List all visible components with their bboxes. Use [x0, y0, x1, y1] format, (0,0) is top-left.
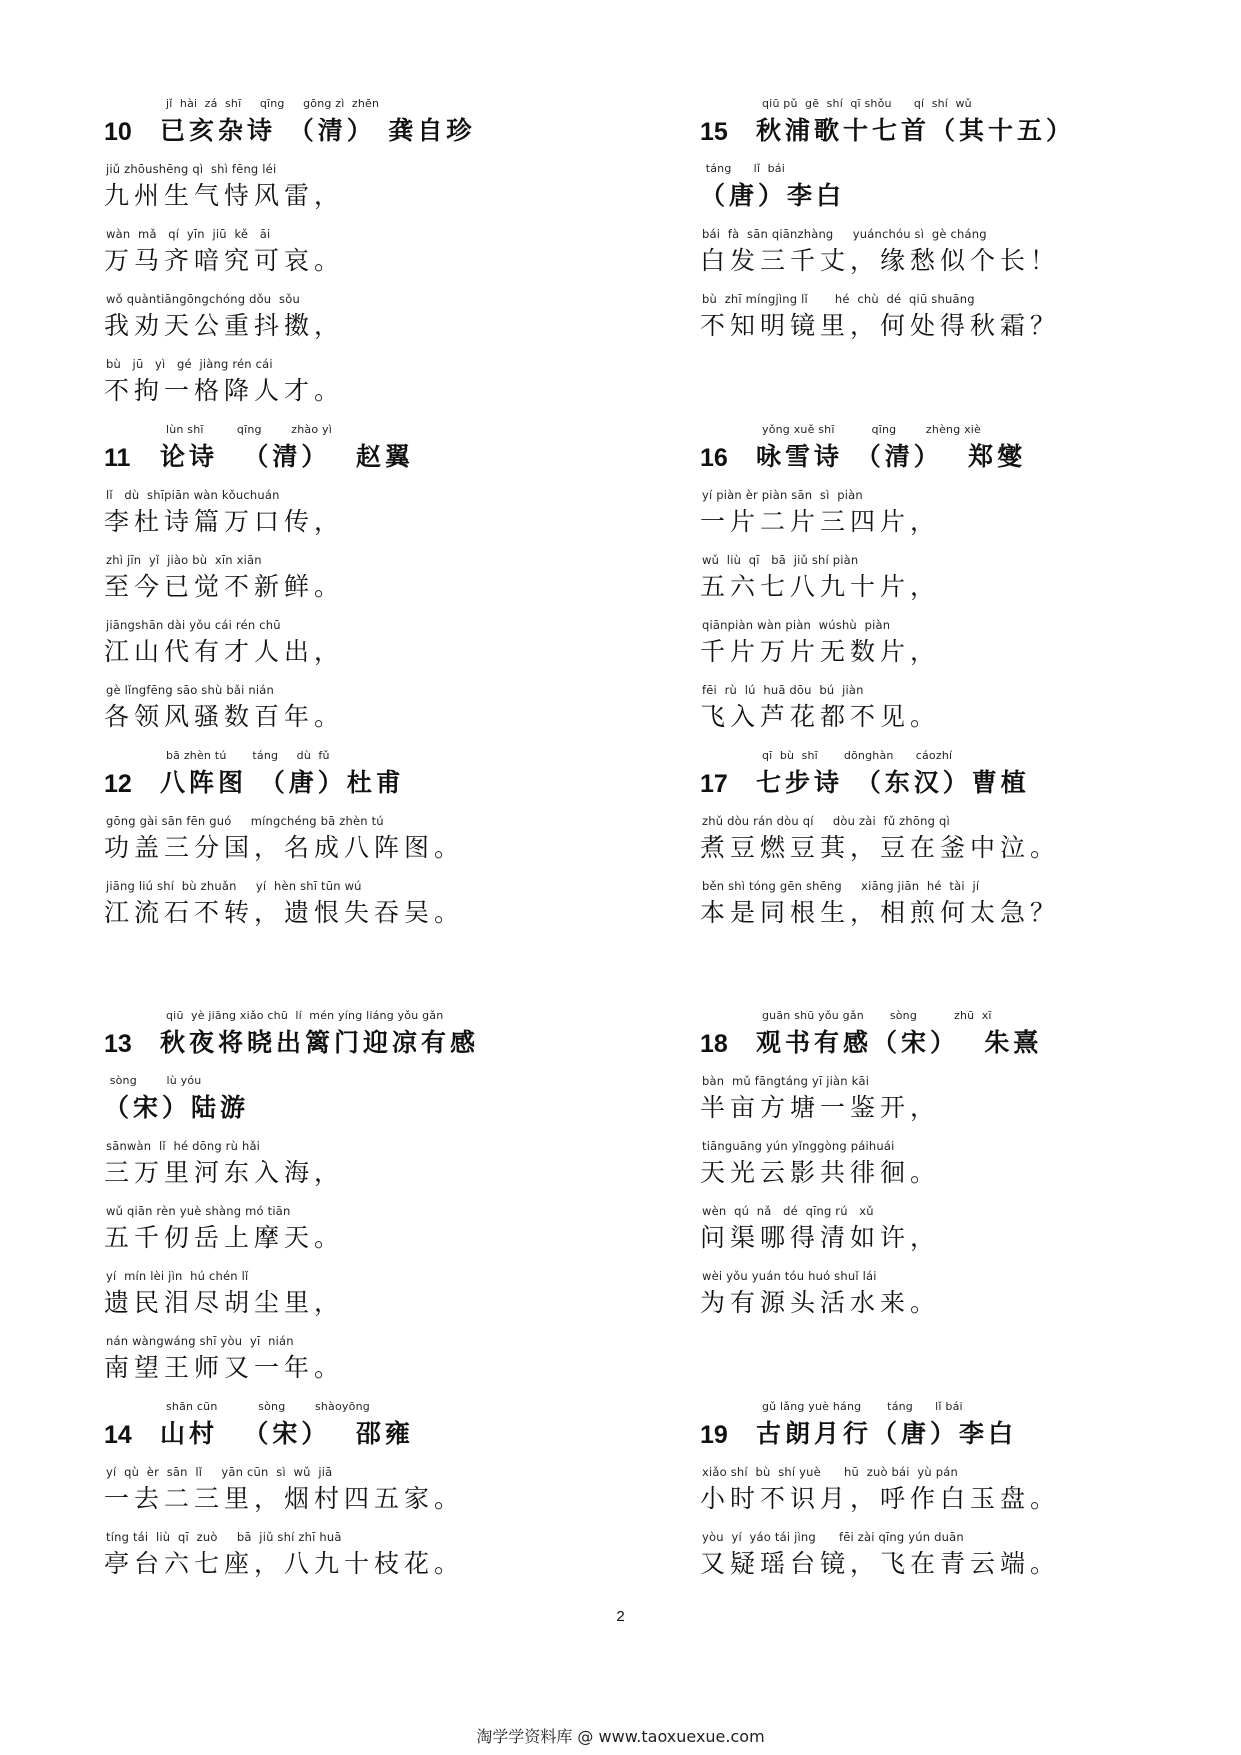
line-pinyin: gōng gài sān fēn guó míngchéng bā zhèn tú — [106, 814, 384, 828]
title-pinyin: guān shū yǒu gǎn sòng zhū xī — [762, 1009, 992, 1022]
line-text: 万马齐喑究可哀。 — [104, 246, 345, 275]
line-text: 为有源头活水来。 — [700, 1288, 941, 1317]
line-pinyin: yòu yí yáo tái jìng fēi zài qīng yún duān — [702, 1530, 964, 1544]
poem-18 — [700, 1008, 1140, 1333]
line-pinyin: běn shì tóng gēn shēng xiāng jiān hé tài jí — [702, 879, 980, 893]
poem-line — [104, 1464, 544, 1529]
line-text: 不知明镜里，何处得秋霜？ — [700, 311, 1061, 340]
line-pinyin: xiǎo shí bù shí yuè hū zuò bái yù pán — [702, 1465, 959, 1479]
poem-line — [104, 813, 544, 878]
line-pinyin: yí mín lèi jìn hú chén lǐ — [106, 1269, 249, 1283]
poem-title — [104, 96, 544, 161]
line-text: 半亩方塘一鉴开， — [700, 1093, 941, 1122]
poem-11 — [104, 422, 544, 747]
line-text: 白发三千丈，缘愁似个长！ — [700, 246, 1061, 275]
line-text: 一片二片三四片， — [700, 507, 941, 536]
poem-line — [700, 1138, 1140, 1203]
line-text: 三万里河东入海， — [104, 1158, 345, 1187]
line-pinyin: tiānguāng yún yǐnggòng páihuái — [702, 1139, 895, 1153]
page-number: 2 — [616, 1608, 625, 1625]
title-text: 八阵图 （唐）杜甫 — [160, 768, 405, 797]
poem-number: 14 — [104, 1421, 132, 1449]
poem-line — [104, 878, 544, 943]
line-text: 亭台六七座，八九十枝花。 — [104, 1549, 465, 1578]
poem-title — [700, 422, 1140, 487]
line-pinyin: wǔ liù qī bā jiǔ shí piàn — [702, 553, 859, 567]
line-text: 五千仞岳上摩天。 — [104, 1223, 345, 1252]
poem-number: 13 — [104, 1030, 132, 1058]
line-pinyin: wǔ qiān rèn yuè shàng mó tiān — [106, 1204, 291, 1218]
poem-line — [104, 161, 544, 226]
line-text: 我劝天公重抖擞， — [104, 311, 345, 340]
line-text: 九州生气恃风雷， — [104, 181, 345, 210]
poem-line — [104, 1529, 544, 1594]
author-text: （宋）陆游 — [104, 1093, 250, 1122]
poem-number: 19 — [700, 1421, 728, 1449]
poem-author — [700, 161, 1140, 226]
poem-line — [700, 1529, 1140, 1594]
poem-line — [104, 1138, 544, 1203]
poem-line — [700, 1268, 1140, 1333]
poem-title — [104, 1008, 544, 1073]
poem-title — [104, 748, 544, 813]
poem-line — [700, 813, 1140, 878]
poem-line — [700, 1073, 1140, 1138]
line-pinyin: bàn mǔ fāngtáng yī jiàn kāi — [702, 1074, 870, 1088]
line-text: 至今已觉不新鲜。 — [104, 572, 345, 601]
line-pinyin: bái fà sān qiānzhàng yuánchóu sì gè cháng — [702, 227, 987, 241]
title-text: 咏雪诗 （清） 郑燮 — [756, 442, 1027, 471]
poem-10 — [104, 96, 544, 421]
poem-title — [700, 748, 1140, 813]
line-text: 遗民泪尽胡尘里， — [104, 1288, 345, 1317]
poem-line — [104, 1268, 544, 1333]
title-pinyin: jǐ hài zá shī qīng gōng zì zhēn — [166, 97, 380, 110]
title-pinyin: bā zhèn tú táng dù fǔ — [166, 749, 330, 762]
title-text: 论诗 （清） 赵翼 — [160, 442, 414, 471]
poem-title — [104, 422, 544, 487]
author-pinyin: táng lǐ bái — [702, 162, 785, 175]
poem-number: 11 — [104, 444, 131, 472]
line-pinyin: wèn qú nǎ dé qīng rú xǔ — [702, 1204, 874, 1218]
title-pinyin: gǔ lǎng yuè háng táng lǐ bái — [762, 1400, 963, 1413]
line-text: 功盖三分国，名成八阵图。 — [104, 833, 465, 862]
poem-19 — [700, 1399, 1140, 1594]
poem-line — [104, 1203, 544, 1268]
line-text: 南望王师又一年。 — [104, 1353, 345, 1382]
poem-line — [104, 487, 544, 552]
poem-number: 10 — [104, 118, 132, 146]
poem-13 — [104, 1008, 544, 1398]
poem-line — [700, 878, 1140, 943]
footer-watermark: 淘学学资料库 @ www.taoxuexue.com — [476, 1727, 765, 1746]
title-text: 秋浦歌十七首（其十五） — [756, 116, 1076, 145]
line-text: 李杜诗篇万口传， — [104, 507, 345, 536]
poem-line — [700, 552, 1140, 617]
poem-number: 17 — [700, 770, 728, 798]
line-pinyin: qiānpiàn wàn piàn wúshù piàn — [702, 618, 891, 632]
line-pinyin: yí qù èr sān lǐ yān cūn sì wǔ jiā — [106, 1465, 333, 1479]
line-pinyin: zhǔ dòu rán dòu qí dòu zài fǔ zhōng qì — [702, 814, 950, 828]
poem-line — [104, 552, 544, 617]
poem-number: 15 — [700, 118, 728, 146]
line-text: 各领风骚数百年。 — [104, 702, 345, 731]
line-text: 江流石不转，遗恨失吞吴。 — [104, 898, 465, 927]
poem-line — [700, 487, 1140, 552]
line-pinyin: zhì jīn yǐ jiào bù xīn xiān — [106, 553, 262, 567]
poem-title — [700, 1008, 1140, 1073]
line-text: 煮豆燃豆萁，豆在釜中泣。 — [700, 833, 1061, 862]
author-text: （唐）李白 — [700, 181, 846, 210]
line-pinyin: sānwàn lǐ hé dōng rù hǎi — [106, 1139, 261, 1153]
line-text: 本是同根生，相煎何太急？ — [700, 898, 1061, 927]
line-text: 千片万片无数片， — [700, 637, 941, 666]
line-text: 不拘一格降人才。 — [104, 376, 345, 405]
line-pinyin: yí piàn èr piàn sān sì piàn — [702, 488, 863, 502]
title-text: 观书有感（宋） 朱熹 — [756, 1028, 1043, 1057]
poem-line — [104, 682, 544, 747]
poem-title — [104, 1399, 544, 1464]
line-pinyin: jiǔ zhōushēng qì shì fēng léi — [106, 162, 277, 176]
poem-line — [700, 682, 1140, 747]
poem-author — [104, 1073, 544, 1138]
line-pinyin: wàn mǎ qí yīn jiū kě āi — [106, 227, 271, 241]
poem-15 — [700, 96, 1140, 356]
line-text: 飞入芦花都不见。 — [700, 702, 941, 731]
poem-number: 16 — [700, 444, 728, 472]
line-text: 天光云影共徘徊。 — [700, 1158, 941, 1187]
title-pinyin: qiū yè jiāng xiǎo chū lí mén yíng liáng yǒu gǎn — [166, 1009, 444, 1022]
line-pinyin: bù jū yì gé jiàng rén cái — [106, 357, 273, 371]
title-pinyin: shān cūn sòng shàoyōng — [166, 1400, 370, 1413]
poem-line — [700, 291, 1140, 356]
title-text: 山村 （宋） 邵雍 — [160, 1419, 414, 1448]
line-pinyin: wǒ quàntiāngōngchóng dǒu sǒu — [106, 292, 300, 306]
line-text: 问渠哪得清如许， — [700, 1223, 941, 1252]
title-text: 古朗月行（唐）李白 — [756, 1419, 1018, 1448]
line-text: 一去二三里，烟村四五家。 — [104, 1484, 465, 1513]
poem-line — [104, 291, 544, 356]
line-pinyin: lǐ dù shīpiān wàn kǒuchuán — [106, 488, 280, 502]
line-text: 五六七八九十片， — [700, 572, 941, 601]
poem-number: 18 — [700, 1030, 728, 1058]
title-text: 已亥杂诗 （清） 龚自珍 — [160, 116, 476, 145]
poem-16 — [700, 422, 1140, 747]
poem-12 — [104, 748, 544, 943]
poem-14 — [104, 1399, 544, 1594]
line-pinyin: wèi yǒu yuán tóu huó shuǐ lái — [702, 1269, 877, 1283]
title-text: 七步诗 （东汉）曹植 — [756, 768, 1030, 797]
poem-title — [700, 1399, 1140, 1464]
poem-line — [104, 617, 544, 682]
line-pinyin: gè lǐngfēng sāo shù bǎi nián — [106, 683, 274, 697]
poem-number: 12 — [104, 770, 132, 798]
poem-line — [104, 226, 544, 291]
poem-line — [700, 1203, 1140, 1268]
poem-line — [700, 1464, 1140, 1529]
poem-line — [700, 617, 1140, 682]
line-text: 江山代有才人出， — [104, 637, 345, 666]
line-text: 又疑瑶台镜，飞在青云端。 — [700, 1549, 1061, 1578]
poem-line — [104, 1333, 544, 1398]
line-pinyin: fēi rù lú huā dōu bú jiàn — [702, 683, 864, 697]
title-pinyin: qī bù shī dōnghàn cáozhí — [762, 749, 953, 762]
author-pinyin: sòng lù yóu — [106, 1074, 202, 1087]
poem-line — [700, 226, 1140, 291]
poem-title — [700, 96, 1140, 161]
title-pinyin: yǒng xuě shī qīng zhèng xiè — [762, 423, 982, 436]
line-pinyin: tíng tái liù qī zuò bā jiǔ shí zhī huā — [106, 1530, 342, 1544]
title-pinyin: lùn shī qīng zhào yì — [166, 423, 332, 436]
title-pinyin: qiū pǔ gē shí qī shǒu qí shí wǔ — [762, 97, 972, 110]
line-pinyin: bù zhī míngjìng lǐ hé chù dé qiū shuāng — [702, 292, 975, 306]
line-pinyin: jiāng liú shí bù zhuǎn yí hèn shī tūn wú — [106, 879, 362, 893]
title-text: 秋夜将晓出篱门迎凉有感 — [160, 1028, 480, 1057]
poem-line — [104, 356, 544, 421]
line-pinyin: nán wàngwáng shī yòu yī nián — [106, 1334, 294, 1348]
poem-17 — [700, 748, 1140, 943]
line-pinyin: jiāngshān dài yǒu cái rén chū — [106, 618, 281, 632]
line-text: 小时不识月，呼作白玉盘。 — [700, 1484, 1061, 1513]
